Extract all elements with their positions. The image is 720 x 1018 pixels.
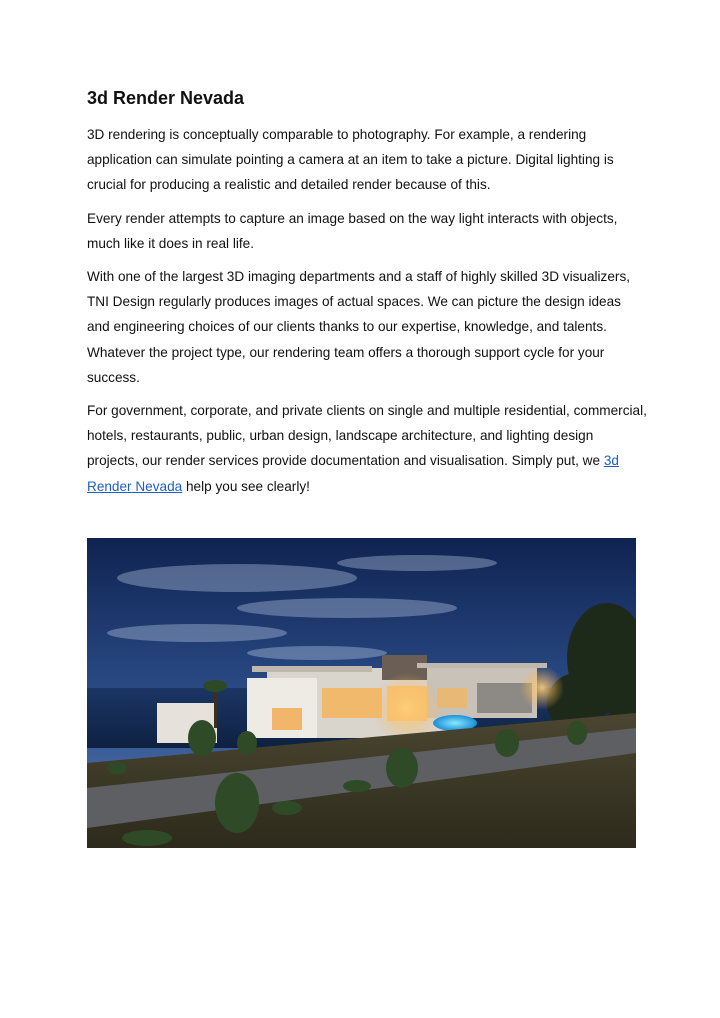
paragraph-4 [87,398,647,499]
paragraph-4-text-after: help you see clearly! [182,478,310,494]
right-glow [520,666,564,710]
render-nevada-link[interactable]: 3d Render Nevada [87,453,619,494]
night-house-illustration [87,538,636,848]
house-render-image [87,538,636,848]
paragraph-4-text-before: For government, corporate, and private clients on single and multiple residential, commercial, hotels, restaurants, public, urban design, landscape architecture, and lighting design projects, our render services provide documentation and visualisation. Simply put, we [87,403,647,469]
page-title: 3d Render Nevada [87,88,245,108]
paragraph-2: Every render attempts to capture an image based on the way light interacts with objects, much like it does in real life. [87,210,618,251]
paragraph-3: With one of the largest 3D imaging departments and a staff of highly skilled 3D visualizers, TNI Design regularly produces images of actual spaces. We can picture the design ideas and engineering choices of our clients thanks to our expertise, knowledge, and talents. Whatever the project type, our rendering team offers a thorough support cycle for your success. [87,269,631,385]
paragraph-1: 3D rendering is conceptually comparable to photography. For example, a rendering application can simulate pointing a camera at an item to take a picture. Digital lighting is crucial for producing a realistic and detailed render because of this. [87,127,614,193]
document-page [87,86,647,507]
